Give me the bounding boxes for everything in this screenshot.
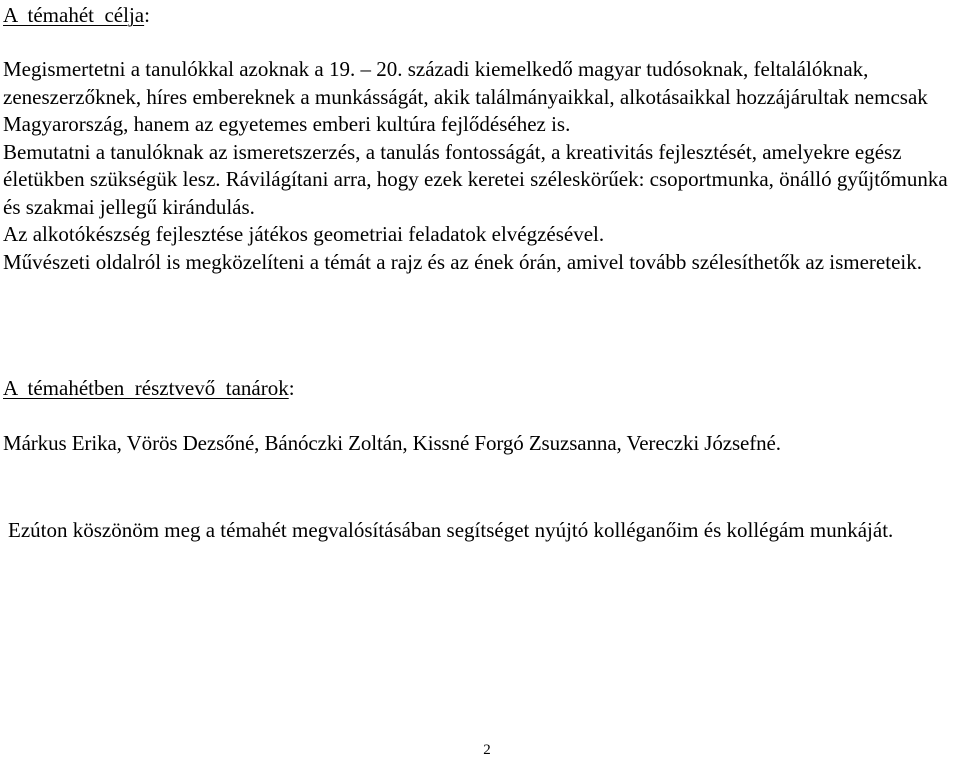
thanks-paragraph: Ezúton köszönöm meg a témahét megvalósításában segítséget nyújtó kolléganőim és kollégám munkáját.: [8, 518, 894, 542]
goal-paragraph-3: Az alkotókészség fejlesztése játékos geometriai feladatok elvégzésével.: [3, 222, 605, 246]
teachers-heading-colon: :: [288, 376, 295, 400]
teachers-heading-text: A témahétben résztvevő tanárok: [3, 376, 289, 400]
goal-heading: [3, 2, 150, 28]
teachers-list: Márkus Erika, Vörös Dezsőné, Bánóczki Zoltán, Kissné Forgó Zsuzsanna, Vereczki Józsefné.: [3, 431, 781, 455]
goal-paragraph-1: Megismertetni a tanulókkal azoknak a 19. – 20. századi kiemelkedő magyar tudósoknak, feltalálóknak, zeneszerzőknek, híres embereknek a munkásságát, akik találmányaikkal, alkotásaikkal hozzájárultak nemcsak Magyarország, hanem az egyetemes emberi kultúra fejlődéséhez is.: [3, 57, 928, 136]
goal-heading-colon: :: [144, 3, 150, 27]
goal-paragraph-4: Művészeti oldalról is megközelíteni a témát a rajz és az ének órán, amivel tovább szélesíthetők az ismereteik.: [3, 249, 922, 274]
goal-body: [3, 56, 958, 276]
goal-heading-text: A témahét célja: [3, 3, 145, 27]
goal-paragraph-2: Bemutatni a tanulóknak az ismeretszerzés, a tanulás fontosságát, a kreativitás fejlesztését, amelyekre egész életükben szükségük lesz. Rávilágítani arra, hogy ezek keretei széleskörűek: csoportmunka, önálló gyűjtőmunka és szakmai jellegű kirándulás.: [3, 139, 948, 219]
teachers-heading: [3, 375, 295, 401]
page-number: 2: [483, 742, 491, 758]
